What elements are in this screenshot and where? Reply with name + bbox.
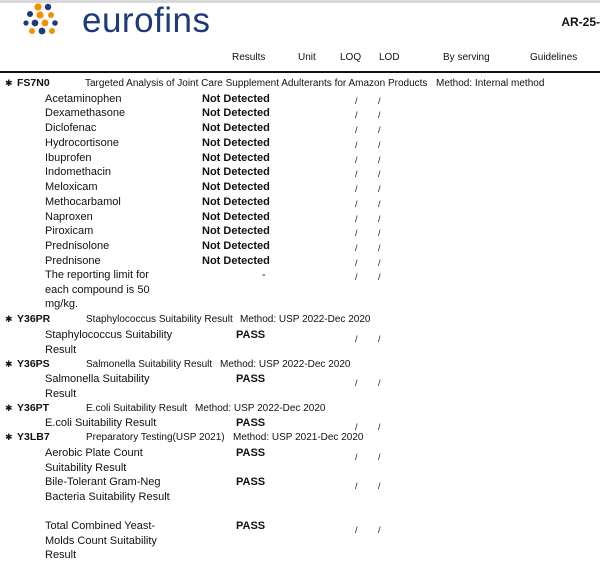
loq-value: /: [355, 525, 358, 535]
lod-value: /: [378, 422, 381, 432]
lod-value: /: [378, 525, 381, 535]
analyte-name: Prednisolone: [45, 240, 110, 252]
analyte-name: Ibuprofen: [45, 152, 92, 164]
loq-value: /: [355, 481, 358, 491]
lod-value: /: [378, 452, 381, 462]
result-value: Not Detected: [202, 196, 270, 208]
header-rule: [0, 71, 600, 73]
result-value: Not Detected: [202, 181, 270, 193]
section-method: Method: USP 2021-Dec 2020: [233, 432, 364, 443]
analyte-name: Piroxicam: [45, 225, 94, 237]
col-by-serving: By serving: [443, 52, 490, 63]
result-value: -: [262, 269, 266, 281]
result-value: Not Detected: [202, 240, 270, 252]
analyte-name: Bile-Tolerant Gram-Neg Bacteria Suitability Result: [45, 476, 170, 503]
col-loq: LOQ: [340, 52, 362, 63]
lod-value: /: [378, 272, 381, 282]
column-header-row: [0, 52, 600, 70]
star-icon: ✱: [5, 432, 13, 442]
lod-value: /: [378, 378, 381, 388]
loq-value: /: [355, 272, 358, 282]
analyte-name: Acetaminophen: [45, 93, 122, 105]
result-value: Not Detected: [202, 137, 270, 149]
loq-value: /: [355, 184, 358, 194]
result-value: PASS: [236, 329, 266, 341]
analyte-name: The reporting limit for each compound is 50 mg/kg.: [45, 269, 150, 311]
star-icon: ✱: [5, 403, 13, 413]
result-value: Not Detected: [202, 122, 270, 134]
lod-value: /: [378, 481, 381, 491]
result-value: Not Detected: [202, 107, 270, 119]
result-value: PASS: [236, 447, 266, 459]
section-code: Y36PR: [17, 313, 51, 325]
section-description: Targeted Analysis of Joint Care Supplement Adulterants for Amazon Products: [85, 78, 428, 89]
section-code: Y36PS: [17, 358, 50, 370]
loq-value: /: [355, 243, 358, 253]
lod-value: /: [378, 125, 381, 135]
loq-value: /: [355, 96, 358, 106]
analyte-name: Aerobic Plate Count Suitability Result: [45, 447, 143, 474]
lod-value: /: [378, 228, 381, 238]
result-value: Not Detected: [202, 225, 270, 237]
section-method: Method: USP 2022-Dec 2020: [240, 314, 371, 325]
lod-value: /: [378, 214, 381, 224]
analyte-name: Meloxicam: [45, 181, 98, 193]
logo-wordmark: eurofins: [82, 1, 211, 40]
analyte-name: Dexamethasone: [45, 107, 126, 119]
col-lod: LOD: [379, 52, 400, 63]
section-description: E.coli Suitability Result: [86, 403, 188, 414]
lod-value: /: [378, 155, 381, 165]
loq-value: /: [355, 125, 358, 135]
loq-value: /: [355, 199, 358, 209]
report-id: AR-25-: [561, 15, 600, 29]
lod-value: /: [378, 258, 381, 268]
loq-value: /: [355, 422, 358, 432]
result-value: PASS: [236, 476, 266, 488]
section-method: Method: USP 2022-Dec 2020: [195, 403, 326, 414]
result-value: Not Detected: [202, 152, 270, 164]
lod-value: /: [378, 243, 381, 253]
star-icon: ✱: [5, 78, 13, 88]
result-value: PASS: [236, 373, 266, 385]
loq-value: /: [355, 334, 358, 344]
loq-value: /: [355, 169, 358, 179]
analyte-name: Methocarbamol: [45, 196, 121, 208]
eurofins-dots-icon: [22, 2, 62, 38]
loq-value: /: [355, 228, 358, 238]
analyte-name: Diclofenac: [45, 122, 97, 134]
analyte-name: E.coli Suitability Result: [45, 417, 157, 429]
lod-value: /: [378, 110, 381, 120]
col-guidelines: Guidelines: [530, 52, 578, 63]
section-description: Preparatory Testing(USP 2021): [86, 432, 225, 443]
lod-value: /: [378, 334, 381, 344]
lod-value: /: [378, 199, 381, 209]
lod-value: /: [378, 169, 381, 179]
loq-value: /: [355, 110, 358, 120]
eurofins-logo: [22, 2, 222, 38]
section-description: Salmonella Suitability Result: [86, 359, 213, 370]
section-method: Method: USP 2022-Dec 2020: [220, 359, 351, 370]
section-description: Staphylococcus Suitability Result: [86, 314, 233, 325]
section-code: Y36PT: [17, 402, 50, 414]
loq-value: /: [355, 140, 358, 150]
star-icon: ✱: [5, 314, 13, 324]
analyte-name: Prednisone: [45, 255, 101, 267]
result-value: Not Detected: [202, 93, 270, 105]
col-unit: Unit: [298, 52, 316, 63]
lod-value: /: [378, 140, 381, 150]
loq-value: /: [355, 452, 358, 462]
analyte-name: Total Combined Yeast-Molds Count Suitability Result: [45, 520, 157, 562]
loq-value: /: [355, 378, 358, 388]
result-value: Not Detected: [202, 166, 270, 178]
analyte-name: Staphylococcus Suitability Result: [45, 329, 173, 356]
col-results: Results: [232, 52, 266, 63]
result-value: PASS: [236, 520, 266, 532]
section-code: Y3LB7: [17, 431, 50, 443]
result-value: Not Detected: [202, 255, 270, 267]
analyte-name: Salmonella Suitability Result: [45, 373, 150, 400]
lod-value: /: [378, 184, 381, 194]
loq-value: /: [355, 155, 358, 165]
analyte-name: Indomethacin: [45, 166, 112, 178]
lod-value: /: [378, 96, 381, 106]
section-code: FS7N0: [17, 77, 50, 89]
loq-value: /: [355, 258, 358, 268]
loq-value: /: [355, 214, 358, 224]
star-icon: ✱: [5, 359, 13, 369]
analyte-name: Naproxen: [45, 211, 93, 223]
section-method: Method: Internal method: [436, 78, 545, 89]
analyte-name: Hydrocortisone: [45, 137, 119, 149]
result-value: PASS: [236, 417, 266, 429]
result-value: Not Detected: [202, 211, 270, 223]
